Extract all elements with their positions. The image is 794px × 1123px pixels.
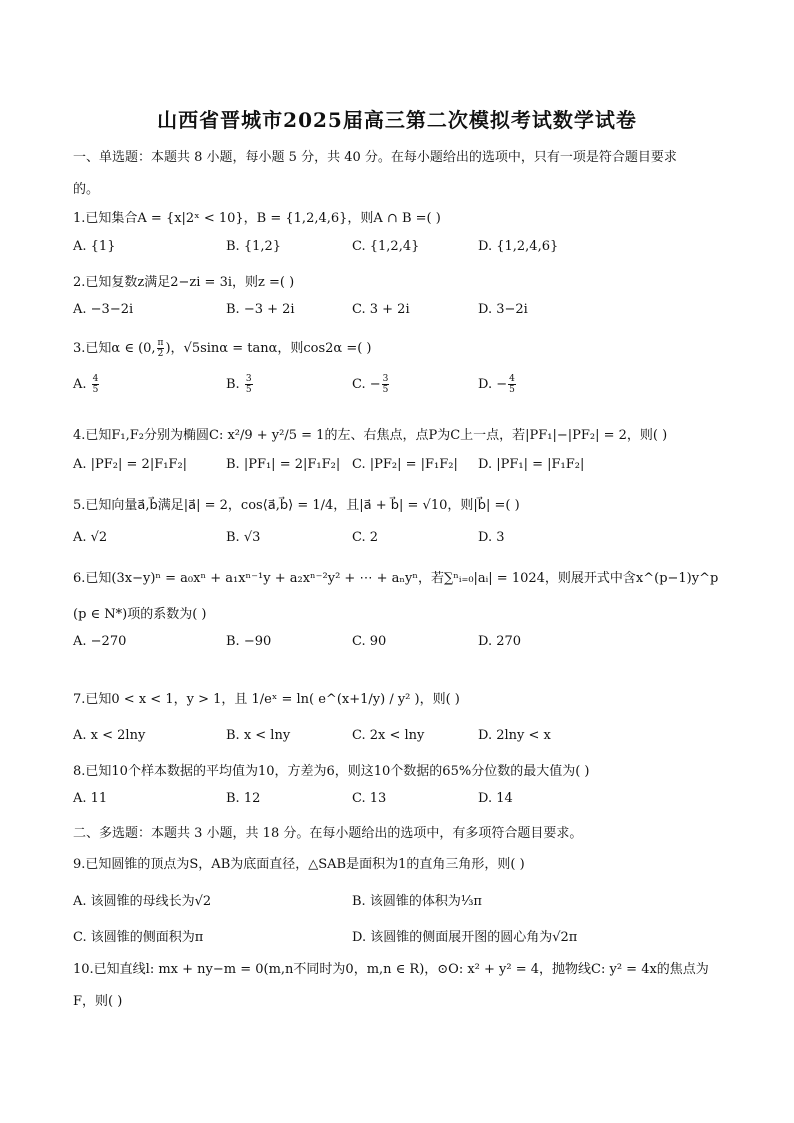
q6-option-a: A. −270 [73, 634, 127, 649]
q2-option-c: C. 3 + 2i [352, 302, 410, 317]
q3-stem-pre: 3.已知α ∈ (0, [73, 341, 156, 356]
q1-option-a: A. {1} [73, 239, 116, 254]
section1-heading: 一、单选题：本题共 8 小题，每小题 5 分，共 40 分。在每小题给出的选项中，只有一项是符合题目要求 [73, 150, 677, 165]
q10-stem-line2: F，则( ) [73, 994, 123, 1009]
q4-option-d: D. |PF₁| = |F₁F₂| [478, 457, 585, 472]
section1-heading-cont: 的。 [73, 182, 100, 197]
q8-option-b: B. 12 [226, 791, 261, 806]
q5-option-c: C. 2 [352, 530, 379, 545]
q1-stem: 1.已知集合A = {x|2ˣ < 10}，B = {1,2,4,6}，则A ∩ B =( ) [73, 211, 441, 226]
q7-option-d: D. 2lny < x [478, 728, 551, 743]
q4-option-c: C. |PF₂| = |F₁F₂| [352, 457, 458, 472]
q6-option-c: C. 90 [352, 634, 387, 649]
q5-option-b: B. √3 [226, 530, 261, 545]
q8-stem: 8.已知10个样本数据的平均值为10，方差为6，则这10个数据的65%分位数的最大值为( ) [73, 764, 590, 779]
section2-heading: 二、多选题：本题共 3 小题，共 18 分。在每小题给出的选项中，有多项符合题目要求。 [73, 826, 583, 841]
q9-option-a: A. 该圆锥的母线长为√2 [73, 894, 212, 909]
q9-option-c: C. 该圆锥的侧面积为π [73, 930, 204, 945]
q7-option-c: C. 2x < lny [352, 728, 425, 743]
q5-option-d: D. 3 [478, 530, 505, 545]
q8-option-c: C. 13 [352, 791, 387, 806]
q1-option-c: C. {1,2,4} [352, 239, 420, 254]
q2-option-a: A. −3−2i [73, 302, 134, 317]
q4-stem: 4.已知F₁,F₂分别为椭圆C: x²/9 + y²/5 = 1的左、右焦点，点P为C上一点，若|PF₁|−|PF₂| = 2，则( ) [73, 428, 668, 443]
q3-option-a: A. $\frac{4}{5}$ [73, 374, 99, 395]
q9-option-d: D. 该圆锥的侧面展开图的圆心角为√2π [352, 930, 578, 945]
page-title: 山西省晋城市2025届高三第二次模拟考试数学试卷 [157, 108, 637, 132]
q4-option-b: B. |PF₁| = 2|F₁F₂| [226, 457, 341, 472]
q1-option-d: D. {1,2,4,6} [478, 239, 559, 254]
q5-stem: 5.已知向量a⃗,b⃗满足|a⃗| = 2，cos⟨a⃗,b⃗⟩ = 1/4，且|a⃗ + b⃗| = √10，则|b⃗| =( ) [73, 498, 520, 513]
q3-option-c: C. − $\frac{3}{5}$ [352, 374, 389, 395]
q6-option-b: B. −90 [226, 634, 272, 649]
q3-stem-post: )，√5sinα = tanα，则cos2α =( ) [165, 341, 372, 356]
q1-option-b: B. {1,2} [226, 239, 282, 254]
q6-stem-line1: 6.已知(3x−y)ⁿ = a₀xⁿ + a₁xⁿ⁻¹y + a₂xⁿ⁻²y² + ⋯ + aₙyⁿ，若∑ⁿᵢ₌₀|aᵢ| = 1024，则展开式中含x^(p−1)y^p [73, 571, 719, 586]
q2-option-b: B. −3 + 2i [226, 302, 295, 317]
q6-option-d: D. 270 [478, 634, 522, 649]
q3-stem [73, 337, 372, 359]
q9-stem: 9.已知圆锥的顶点为S，AB为底面直径，△SAB是面积为1的直角三角形，则( ) [73, 857, 525, 872]
q8-option-d: D. 14 [478, 791, 513, 806]
q7-stem: 7.已知0 < x < 1，y > 1，且 1/eˣ = ln( e^(x+1/y) / y² )，则( ) [73, 692, 460, 707]
q8-option-a: A. 11 [73, 791, 108, 806]
q9-option-b: B. 该圆锥的体积为⅓π [352, 894, 482, 909]
q7-option-a: A. x < 2lny [73, 728, 146, 743]
q5-option-a: A. √2 [73, 530, 108, 545]
q4-option-a: A. |PF₂| = 2|F₁F₂| [73, 457, 188, 472]
q2-stem: 2.已知复数z满足2−zi = 3i，则z =( ) [73, 275, 295, 290]
q7-option-b: B. x < lny [226, 728, 291, 743]
q6-stem-line2: (p ∈ N*)项的系数为( ) [73, 607, 207, 622]
q3-option-b: B. $\frac{3}{5}$ [226, 374, 252, 395]
q3-stem-fraction: $\frac{\pi}{2}$ [157, 338, 164, 359]
q2-option-d: D. 3−2i [478, 302, 528, 317]
q3-option-d: D. − $\frac{4}{5}$ [478, 374, 515, 395]
q10-stem-line1: 10.已知直线l: mx + ny−m = 0(m,n不同时为0，m,n ∈ R)，⊙O: x² + y² = 4，抛物线C: y² = 4x的焦点为 [73, 962, 709, 977]
